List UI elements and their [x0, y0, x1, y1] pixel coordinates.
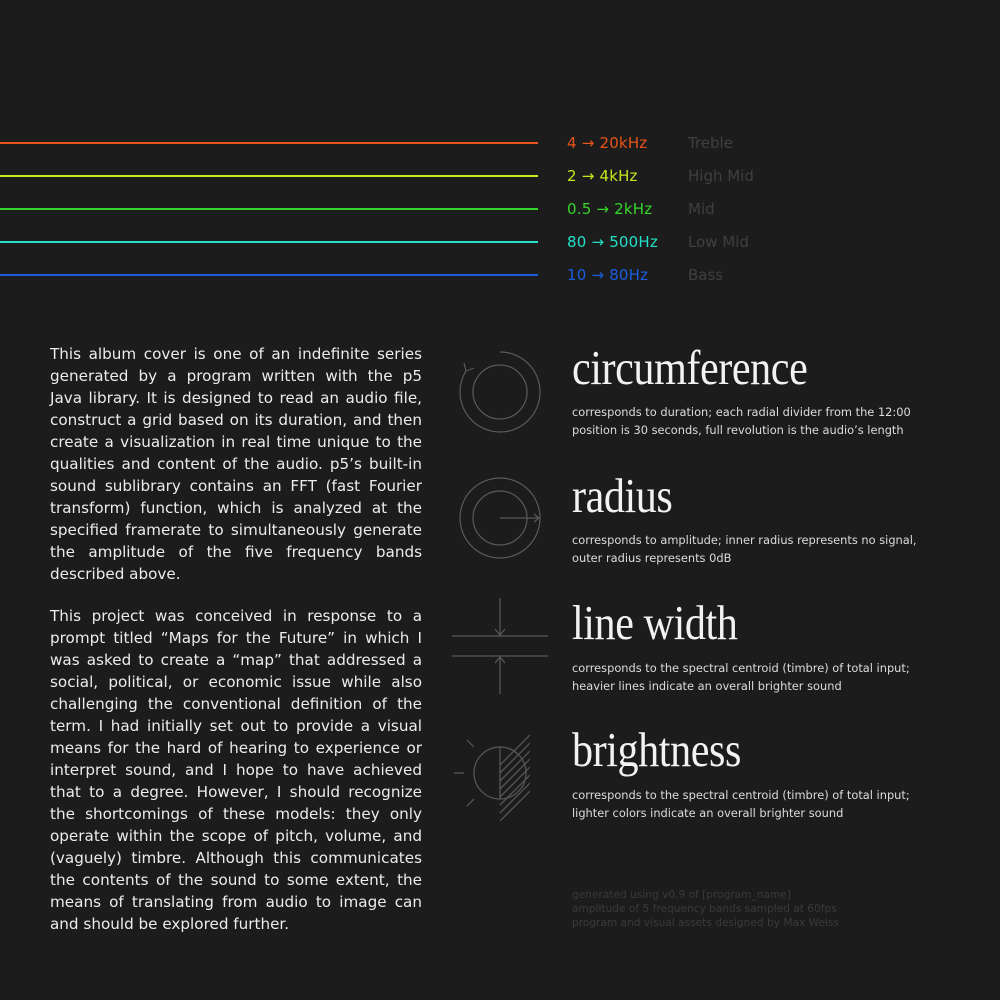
band-name-high-mid: High Mid — [688, 167, 754, 185]
band-line-low-mid — [0, 241, 538, 243]
brightness-icon — [452, 725, 548, 821]
band-name-mid: Mid — [688, 200, 715, 218]
footer-credit-line-2: amplitude of 5 frequency bands sampled at 60fps — [572, 903, 837, 915]
legend-desc-circumference-line-2: position is 30 seconds, full revolution is the audio’s length — [572, 423, 904, 437]
band-line-bass — [0, 274, 538, 276]
legend-desc-circumference-line-1: corresponds to duration; each radial divider from the 12:00 — [572, 405, 911, 419]
band-range-mid: 0.5 → 2kHz — [567, 200, 653, 218]
band-range-low-mid: 80 → 500Hz — [567, 233, 658, 251]
footer-credit-line-3: program and visual assets designed by Max Weiss — [572, 917, 839, 929]
band-range-bass: 10 → 80Hz — [567, 266, 649, 284]
band-line-treble — [0, 142, 538, 144]
footer-credit-line-1: generated using v0.9 of [program_name] — [572, 889, 791, 901]
legend-desc-radius-line-1: corresponds to amplitude; inner radius represents no signal, — [572, 533, 917, 547]
band-range-treble: 4 → 20kHz — [567, 134, 648, 152]
body-paragraph-2: This project was conceived in response to a prompt titled “Maps for the Future” in which I was asked to create a “map” that addressed a social, political, or economic issue while also challenging the conventional definition of the term. I had initially set out to provide a visual means for the hard of hearing to experience or interpret sound, and I hope to have achieved that to a degree. However, I should recognize the shortcomings of these models: they only operate within the scope of pitch, volume, and (vaguely) timbre. Although this communicates the contents of the sound to some extent, the means of translating from audio to image can and should be explored further. — [50, 607, 422, 933]
band-name-bass: Bass — [688, 266, 724, 284]
legend-desc-radius-line-2: outer radius represents 0dB — [572, 551, 732, 565]
band-range-high-mid: 2 → 4kHz — [567, 167, 638, 185]
legend-desc-brightness-line-2: lighter colors indicate an overall brighter sound — [572, 806, 844, 820]
line-width-icon — [452, 598, 548, 694]
body-paragraph-1: This album cover is one of an indefinite series generated by a program written with the p5 Java library. It is designed to read an audio file, construct a grid based on its duration, and then create a visualization in real time unique to the qualities and content of the audio. p5’s built-in sound sublibrary contains an FFT (fast Fourier transform) function, which is analyzed at the specified framerate to simultaneously generate the amplitude of the five frequency bands described above. — [50, 345, 422, 583]
radius-icon — [455, 473, 545, 563]
legend-term-brightness: brightness — [572, 722, 741, 777]
circumference-icon — [455, 347, 545, 437]
legend-term-circumference: circumference — [572, 340, 808, 395]
band-name-treble: Treble — [688, 134, 733, 152]
legend-desc-line-width-line-2: heavier lines indicate an overall brighter sound — [572, 679, 842, 693]
legend-desc-line-width-line-1: corresponds to the spectral centroid (timbre) of total input; — [572, 661, 910, 675]
band-line-high-mid — [0, 175, 538, 177]
band-line-mid — [0, 208, 538, 210]
legend-desc-brightness-line-1: corresponds to the spectral centroid (timbre) of total input; — [572, 788, 910, 802]
band-name-low-mid: Low Mid — [688, 233, 749, 251]
legend-term-line-width: line width — [572, 595, 738, 650]
legend-term-radius: radius — [572, 468, 673, 523]
